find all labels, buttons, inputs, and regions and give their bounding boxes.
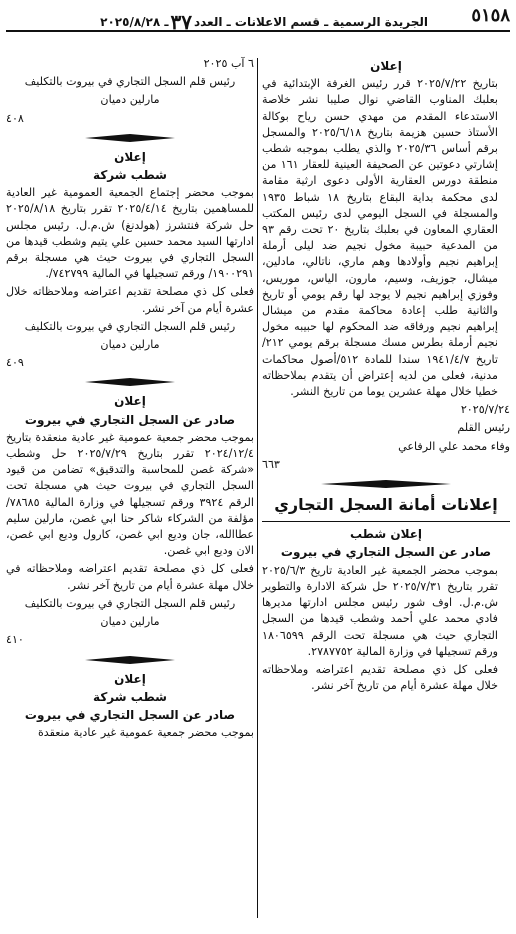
section-title: إعلانات أمانة السجل التجاري <box>274 495 498 515</box>
notice-heading: إعلان <box>114 394 146 409</box>
notice-closing: فعلى كل ذي مصلحة تقديم اعتراضه وملاحظاته خلال عشرة أيام من آخر نشر. <box>6 285 254 315</box>
notice-subheading: صادر عن السجل التجاري في بيروت <box>24 707 236 722</box>
notice-body: بموجب محضر إجتماع الجمعية العمومية غير العادية للمساهمين بتاريخ ٢٠٢٥/٤/١٤ تقرر بتاريخ ٢٠٢٥/٨/١٨ حل شركة فنتشرز (هولدنغ) ش.م.ل. رئيس مجلس ادارتها السيد محمد حسين علي يتيم وشطب قيدها من السجل التجاري في بيروت حيث هي مسجلة برقم ١٩٠٠٢٩١/ ورقم تسجيلها في المالية ٧٤٢٧٩٩/. <box>6 186 254 281</box>
right-column <box>262 56 510 696</box>
divider-ornament <box>6 653 254 667</box>
notice-body: بموجب محضر جمعية عمومية غير عادية منعقدة بتاريخ ٢٠٢٤/١٢/٤ تقرر بتاريخ ٢٠٢٥/٧/٢٩ حل وشطب «شركة غصن للمحاسبة والتدقيق» تضامن من قيود السجل التجاري في بيروت حيث هي مسجلة تحت الرقم ٣٩٢٤ ورقم تسجيلها في وزارة المالية ٧٨٦٨٥/ مؤلفة من الشركاء شاكر حنا ابي غصن، مارلين سليم عطاالله، جان وديع ابي غصن، كارول وديع ابي غصن، الان وديع ابي غصن. <box>6 430 255 558</box>
page-header <box>6 6 510 32</box>
page-number: ٥١٥٨ <box>471 5 510 26</box>
notice-subheading: صادر عن السجل التجاري في بيروت <box>24 412 236 427</box>
notice-body: بموجب محضر الجمعية غير العادية تاريخ ٢٠٢٥/٦/٣ تقرر بتاريخ ٢٠٢٥/٧/٣١ حل شركة الادارة والتطوير ش.م.ل. اوف شور رئيس مجلس ادارتها مديرها فادي محمد علي أحمد وشطب قيدها من السجل التجاري حيث هي مسجلة تحت الرقم ١٨٠٦٥٩٩ ورقم تسجيلها في وزارة المالية ٢٧٨٧٧٥٢. <box>262 563 499 658</box>
notice-closing: فعلى كل ذي مصلحة تقديم اعتراضه وملاحظاته في خلال مهلة عشرة أيام من تاريخ آخر نشر. <box>6 562 254 592</box>
signature-date: ٦ آب ٢٠٢٥ <box>203 57 254 70</box>
notice-subheading: صادر عن السجل التجاري في بيروت <box>280 545 492 560</box>
issue-date: ـ ٢٠٢٥/٨/٢٨ <box>100 15 169 29</box>
notice-reference: ٦٦٣ <box>262 457 280 471</box>
section-rule <box>262 521 510 522</box>
notice-heading: إعلان شطب <box>349 527 423 542</box>
notice-body: بموجب محضر جمعية عمومية غير عادية منعقدة <box>37 726 254 740</box>
notice-date: ٢٠٢٥/٧/٢٤ <box>460 403 510 417</box>
notice-body: بتاريخ ٢٠٢٥/٧/٢٢ قرر رئيس الغرفة الإبتدائية في بعلبك المناوب القاضي نوال صليبا نشر خلاصة الاستدعاء المقدم من مهدي حسن رياح بوكالة الأستاذ حسين هزيمة بتاريخ ٢٠٢٥/٦/١٨ والمسجل برقم أساس ٢٠٢٥/٣٦ والذي يطلب بموجبه شطب إشارتي دعوتين عن الصحيفة العينية للعقار ١٦١ من منطقة دورس العقارية الأولى دعوى ارثية مقامة لدى محكمة بداية البقاع بتاريخ ١٨ شباط ١٩٣٥ والمسجلة في السجل اليومي لدى رئيس المكتب العقاري المعاون في بعلبك بتاريخ ٢٠ تحت رقم ٩٣ من المدعية حبيبة مخول نجيم ضد ليلى أرملة إبراهيم نجيم وأولادها وهم ماري، ناتالي، مادلين، ميشال، جوزيف، وسيم، مارون، الياس، موريس، وفوزي إبراهيم نجيم لا يوجد لها رقم يومي أو تاريخ والثانية طلب إعادة محاكمة مقدم من ميشال إبراهيم نجيم ورفاقه ضد المحكوم لها حبيبه مخول نجيم أرملة بطرس مسك مسجلة برقم يومي ٢١٢/ تاريخ ١٩٤١/٤/٧ سندا للمادة ٥١٢/أصول محاكمات مدنية، فعلى من لديه إعتراض أن يتقدم بملاحظاته خطيا خلال مهلة عشرين يوما من تاريخ النشر. <box>262 77 499 399</box>
signature-name: مارلين دميان <box>100 615 160 629</box>
signature-title: رئيس قلم السجل التجاري في بيروت بالتكليف <box>24 75 236 89</box>
left-column <box>6 56 254 743</box>
notice-closing: فعلى كل ذي مصلحة تقديم اعتراضه وملاحظاته خلال مهلة عشرة أيام من تاريخ آخر نشر. <box>262 662 498 693</box>
signature-name: مارلين دميان <box>100 338 160 352</box>
column-divider <box>257 58 258 918</box>
notice-subheading: شطب شركة <box>93 689 167 704</box>
signature-title: رئيس القلم <box>457 421 510 435</box>
signature-name: مارلين دميان <box>100 93 160 107</box>
notice-reference: ٤٠٨ <box>6 111 24 125</box>
notice-subheading: شطب شركة <box>93 168 167 183</box>
gazette-title: الجريدة الرسمية ـ قسم الاعلانات ـ العدد٣٧ـ ٢٠٢٥/٨/٢٨ <box>100 10 428 34</box>
notice-reference: ٤٠٩ <box>6 356 24 370</box>
notice-heading: إعلان <box>114 671 146 686</box>
signature-title: رئيس قلم السجل التجاري في بيروت بالتكليف <box>24 596 236 610</box>
issue-number: ٣٧ <box>170 10 192 34</box>
divider-ornament <box>6 375 254 389</box>
divider-ornament <box>6 131 254 145</box>
notice-heading: إعلان <box>114 149 146 164</box>
divider-ornament <box>262 477 510 491</box>
notice-reference: ٤١٠ <box>6 633 24 647</box>
notice-heading: إعلان <box>370 59 402 73</box>
signature-title: رئيس قلم السجل التجاري في بيروت بالتكليف <box>24 319 236 333</box>
signature-name: وفاء محمد علي الرفاعي <box>398 439 510 453</box>
